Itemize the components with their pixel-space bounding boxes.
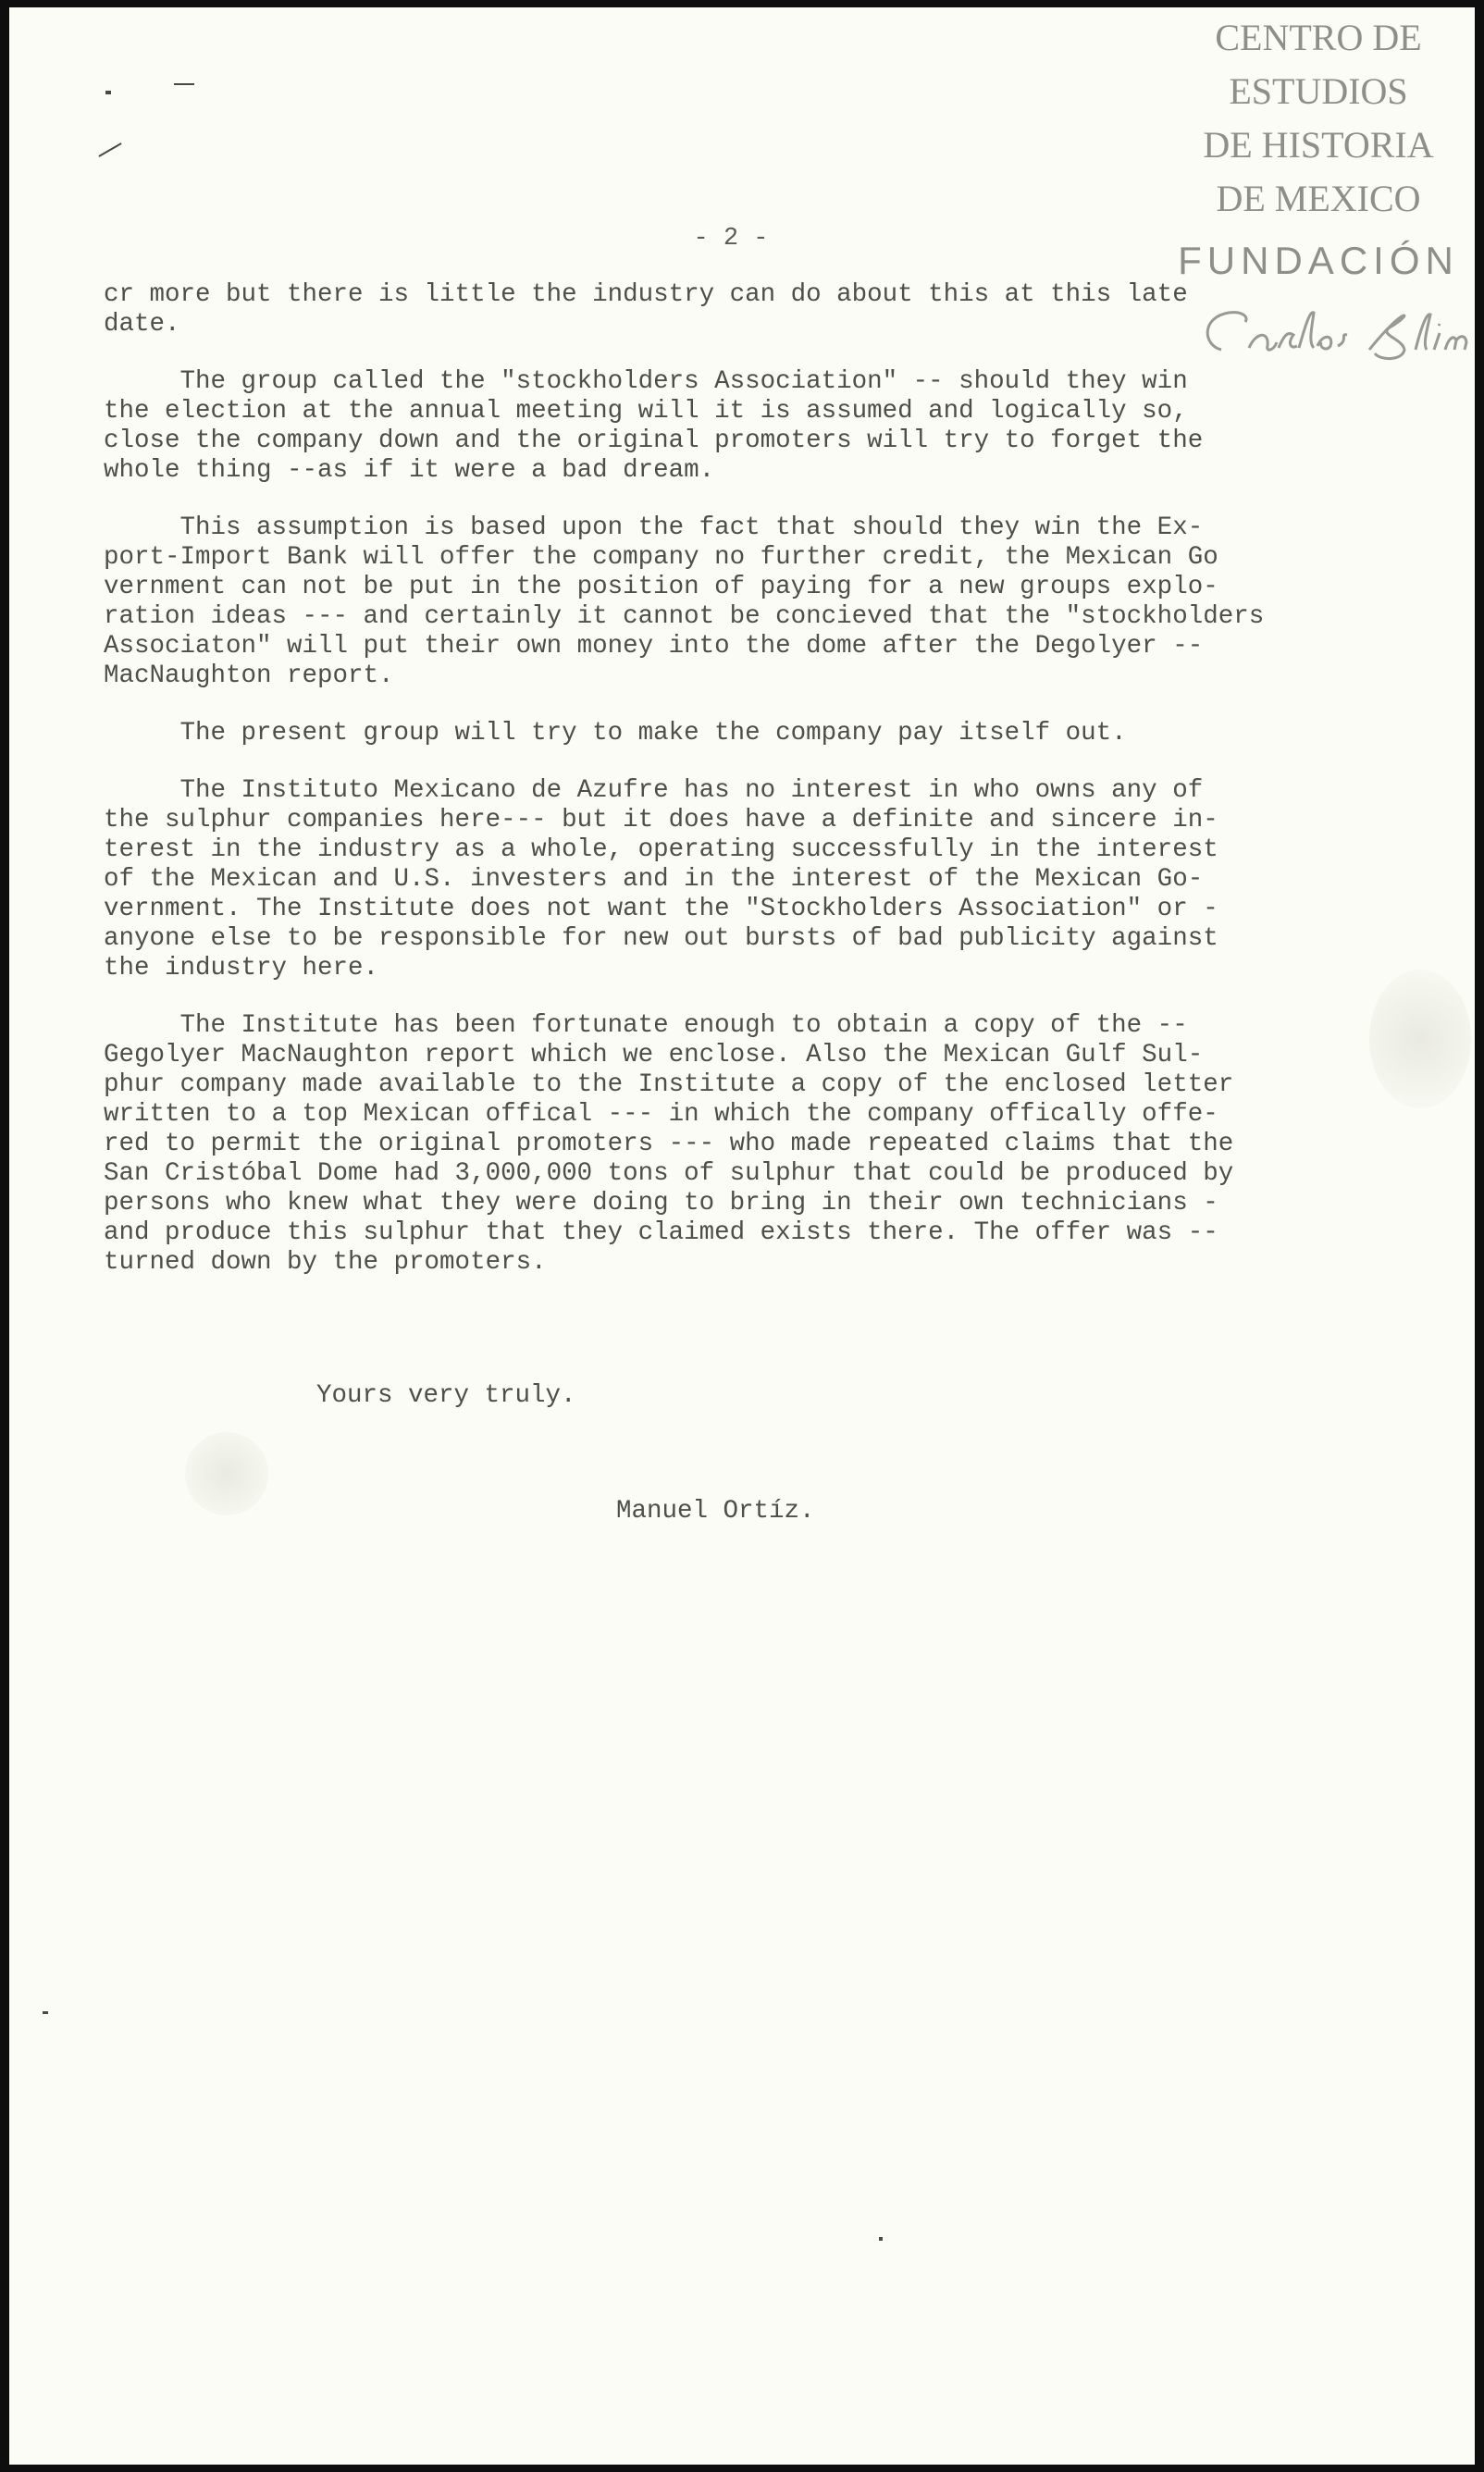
paragraph [104, 513, 1417, 691]
signature-name: Manuel Ortíz. [616, 1497, 815, 1526]
watermark-foundation: FUNDACIÓN [1178, 239, 1459, 282]
text-line: vernment. The Institute does not want the "Stockholders Association" or - [104, 895, 1218, 923]
watermark-signature-logo [1184, 294, 1471, 377]
text-line: and produce this sulphur that they claimed exists there. The offer was -- [104, 1218, 1218, 1247]
margin-mark [98, 142, 121, 157]
paragraph [104, 1011, 1417, 1278]
paragraph [104, 367, 1417, 486]
text-line: This assumption is based upon the fact that should they win the Ex- [104, 513, 1204, 542]
text-line: close the company down and the original promoters will try to forget the [104, 426, 1204, 455]
text-line: the sulphur companies here--- but it does have a definite and sincere in- [104, 806, 1218, 834]
margin-mark [43, 2011, 48, 2014]
text-line: date. [104, 310, 180, 339]
text-line: the industry here. [104, 954, 379, 983]
text-line: Associaton" will put their own money into the dome after the Degolyer -- [104, 632, 1204, 661]
text-line: anyone else to be responsible for new out bursts of bad publicity against [104, 924, 1218, 953]
text-line: The present group will try to make the company pay itself out. [104, 719, 1127, 748]
text-line: phur company made available to the Institute a copy of the enclosed letter [104, 1070, 1234, 1099]
text-line: The group called the "stockholders Association" -- should they win [104, 367, 1188, 396]
text-line: turned down by the promoters. [104, 1248, 547, 1277]
text-line: terest in the industry as a whole, operating successfully in the interest [104, 835, 1218, 864]
page-number: - 2 - [693, 225, 769, 253]
paper-stain [185, 1432, 268, 1515]
text-line: vernment can not be put in the position of paying for a new groups explo- [104, 573, 1218, 601]
watermark-line: CENTRO DE [1215, 17, 1422, 58]
document-page [9, 7, 1475, 2465]
margin-mark [105, 91, 111, 94]
closing-line: Yours very truly. [316, 1381, 576, 1410]
text-line: MacNaughton report. [104, 661, 394, 690]
watermark-line: ESTUDIOS [1229, 70, 1408, 112]
text-line: of the Mexican and U.S. investers and in the interest of the Mexican Go- [104, 865, 1204, 894]
text-line: the election at the annual meeting will it is assumed and logically so, [104, 397, 1188, 426]
text-line: The Instituto Mexicano de Azufre has no interest in who owns any of [104, 776, 1204, 805]
text-line: Gegolyer MacNaughton report which we enclose. Also the Mexican Gulf Sul- [104, 1041, 1204, 1069]
margin-mark [879, 2237, 883, 2241]
text-line: whole thing --as if it were a bad dream. [104, 456, 715, 485]
text-line: written to a top Mexican offical --- in which the company offically offe- [104, 1100, 1218, 1129]
text-line: ration ideas --- and certainly it cannot be concieved that the "stockholders [104, 602, 1265, 631]
watermark-line: DE MEXICO [1216, 178, 1421, 219]
text-line: cr more but there is little the industry can do about this at this late [104, 280, 1188, 309]
watermark-line: DE HISTORIA [1203, 124, 1434, 166]
text-line: The Institute has been fortunate enough to obtain a copy of the -- [104, 1011, 1188, 1040]
text-line: red to permit the original promoters --- who made repeated claims that the [104, 1130, 1234, 1158]
text-line: San Cristóbal Dome had 3,000,000 tons of sulphur that could be produced by [104, 1159, 1234, 1188]
margin-mark [174, 83, 194, 85]
paragraph [104, 776, 1417, 983]
letter-body [104, 280, 1417, 1305]
archive-watermark [1175, 11, 1462, 287]
text-line: port-Import Bank will offer the company no further credit, the Mexican Go [104, 543, 1218, 572]
text-line: persons who knew what they were doing to bring in their own technicians - [104, 1189, 1218, 1217]
paragraph [104, 719, 1417, 748]
